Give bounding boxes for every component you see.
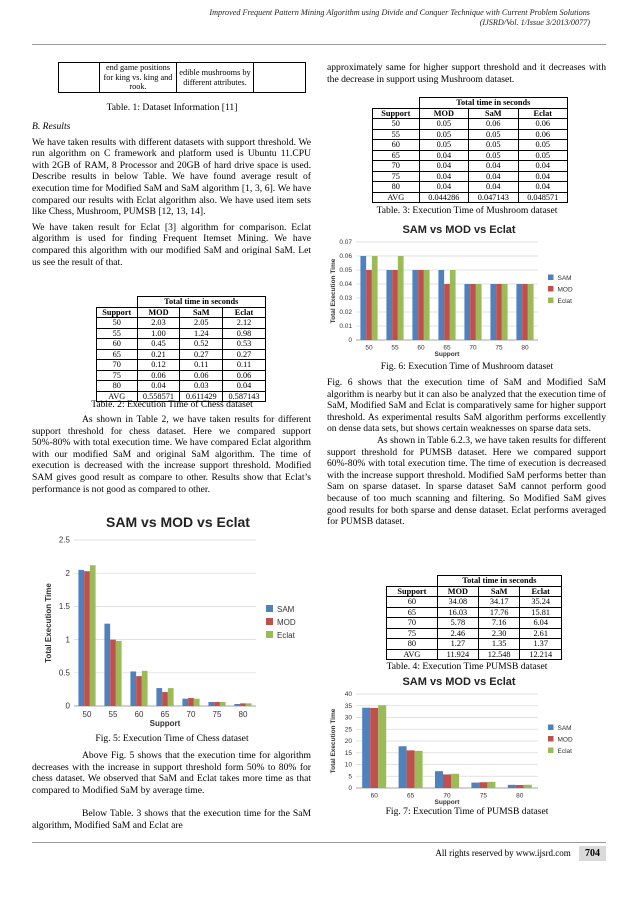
y-tick-label: 0.07	[339, 239, 352, 247]
table-cell: 75	[97, 370, 138, 381]
column-header: Support	[97, 307, 138, 318]
table-cell: 0.05	[419, 129, 468, 140]
table-cell: 12.548	[478, 649, 520, 660]
table-row	[373, 171, 568, 182]
table-cell: 0.06	[180, 370, 223, 381]
fig6-chart	[328, 220, 590, 358]
bar-sam	[516, 284, 522, 340]
table-cell: 35.24	[520, 597, 562, 608]
y-tick-label: 40	[344, 691, 352, 699]
legend-label: Eclat	[277, 631, 295, 640]
bar-eclat	[90, 565, 96, 706]
fig6-caption: Fig. 6: Execution Time of Mushroom dataset	[380, 361, 554, 372]
y-tick-label: 20	[344, 738, 352, 746]
table-cell: 0.05	[518, 150, 567, 161]
x-axis-title: Support	[434, 799, 460, 806]
table-cell: 5.78	[437, 618, 478, 629]
table-row	[373, 150, 568, 161]
column-header: SaM	[478, 586, 520, 597]
column-header: Eclat	[520, 586, 562, 597]
table-cell: 1.27	[437, 639, 478, 650]
table-row	[373, 182, 568, 193]
x-tick-label: 60	[134, 710, 144, 719]
legend-swatch	[548, 275, 554, 281]
bar-sam	[435, 771, 443, 788]
table-cell: 0.06	[223, 370, 266, 381]
table-cell: 1.24	[180, 328, 223, 339]
y-tick-label: 25	[344, 726, 352, 734]
x-tick-label: 50	[82, 710, 92, 719]
bar-mod	[407, 750, 415, 788]
header-title: Improved Frequent Pattern Mining Algorithm using Divide and Conquer Technique with Current Problem Solutions	[209, 8, 590, 17]
bar-eclat	[398, 256, 404, 340]
x-tick-label: 80	[238, 710, 248, 719]
table-cell: 50	[373, 119, 420, 130]
bar-mod	[370, 708, 378, 788]
legend-swatch	[266, 631, 273, 638]
table-cell: 55	[97, 328, 138, 339]
bar-eclat	[142, 671, 148, 706]
paragraph: As shown in Table 6.2.3, we have taken results for different support threshold for PUMSB dataset. Here we compared support 60%-80% with total execution time. The time of execution is decreased with the increase support threshold. Modified SaM performs better than Sam on sparse dataset. In sparse dataset SaM cannot perform good because of too much scanning and filtering. So Modified SaM gives good results for both sparse and dense dataset. Eclat performs averaged for PUMSB dataset.	[327, 434, 606, 528]
table-cell: 60	[373, 140, 420, 151]
right-text-block-1	[327, 62, 606, 85]
table-row	[373, 119, 568, 130]
table-cell: 0.06	[469, 119, 518, 130]
table-cell: 0.04	[419, 161, 468, 172]
fig7-chart	[328, 672, 590, 806]
table-cell: 34.08	[437, 597, 478, 608]
table-row	[373, 140, 568, 151]
bar-eclat	[487, 782, 495, 788]
table-cell: 1.37	[520, 639, 562, 650]
table-cell: 0.04	[469, 171, 518, 182]
chart-title: SAM vs MOD vs Eclat	[106, 514, 250, 530]
table3-mushroom	[372, 97, 568, 203]
bar-eclat	[450, 270, 456, 340]
legend-swatch	[548, 298, 554, 304]
table-cell: 0.04	[137, 381, 180, 392]
left-text-block-3	[32, 750, 311, 832]
chart-title: SAM vs MOD vs Eclat	[402, 676, 516, 688]
column-header: MOD	[137, 307, 180, 318]
y-tick-label: 15	[344, 749, 352, 757]
bar-sam	[234, 704, 240, 706]
table-cell: AVG	[373, 192, 420, 203]
y-tick-label: 1	[65, 635, 70, 645]
table-cell: 0.05	[419, 119, 468, 130]
x-tick-label: 65	[443, 344, 451, 352]
table-cell: AVG	[97, 391, 138, 402]
x-tick-label: 65	[406, 792, 415, 800]
table-cell: 12.214	[520, 649, 562, 660]
table-cell: 55	[373, 129, 420, 140]
bar-mod	[522, 284, 528, 340]
table1-caption: Table. 1: Dataset Information [11]	[106, 102, 238, 113]
table-row	[97, 381, 266, 392]
y-tick-label: 2	[65, 568, 70, 578]
table-span-header: Total time in seconds	[419, 98, 567, 109]
y-tick-label: 0.05	[339, 267, 352, 275]
bar-mod	[479, 782, 487, 788]
y-tick-label: 0.04	[339, 281, 352, 289]
table-cell: 0.05	[469, 150, 518, 161]
y-axis-title: Total Execution Time	[330, 258, 337, 324]
table-cell: 0.048571	[518, 192, 567, 203]
legend-label: MOD	[557, 736, 573, 744]
legend-swatch	[548, 736, 554, 742]
table4-caption: Table. 4: Execution Time PUMSB dataset	[386, 661, 548, 672]
x-tick-label: 75	[495, 344, 503, 352]
bar-mod	[392, 270, 398, 340]
x-axis-title: Support	[434, 351, 460, 358]
table-cell: 0.98	[223, 328, 266, 339]
table-cell: 0.12	[137, 360, 180, 371]
table-cell: 2.61	[520, 628, 562, 639]
table-cell: 0.04	[419, 171, 468, 182]
table4-pumsb	[386, 575, 562, 660]
bar-sam	[104, 624, 110, 706]
table-cell: 2.46	[437, 628, 478, 639]
bar-eclat	[524, 785, 532, 788]
legend-label: Eclat	[557, 298, 572, 305]
table-cell: 0.044286	[419, 192, 468, 203]
column-header: Support	[373, 108, 420, 119]
bar-eclat	[424, 270, 430, 340]
section-heading: B. Results	[32, 121, 71, 132]
y-tick-label: 0.02	[339, 309, 352, 317]
table-row	[387, 639, 562, 650]
table-cell: 0.27	[180, 349, 223, 360]
table-row	[387, 597, 562, 608]
paragraph: approximately same for higher support threshold and it decreases with the decrease in support using Mushroom dataset.	[327, 62, 606, 85]
bar-mod	[470, 284, 476, 340]
table-cell: 2.05	[180, 318, 223, 329]
bar-mod	[188, 698, 194, 706]
table-header-row	[97, 307, 266, 318]
bar-sam	[156, 688, 162, 706]
bar-eclat	[116, 641, 122, 706]
bar-sam	[362, 708, 370, 788]
legend-label: MOD	[557, 286, 573, 294]
paragraph: As shown in Table 2, we have taken results for different support threshold for chess dataset. Here we compared support 50%-80% with total execution time. We have compared Eclat algorithm with our modified SaM and original SaM algorithm. The time of execution is decreased with the increase support threshold. Modified SAM gives good result as compare to other. Results show that Eclat’s performance is not good as compared to other.	[32, 414, 311, 495]
table-row	[373, 192, 568, 203]
legend-swatch	[548, 748, 554, 754]
bar-mod	[443, 774, 451, 788]
y-tick-label: 2.5	[58, 535, 70, 545]
table-cell: 0.04	[469, 161, 518, 172]
bar-eclat	[168, 688, 174, 706]
x-tick-label: 55	[391, 344, 399, 352]
y-tick-label: 0	[65, 701, 70, 711]
x-tick-label: 70	[443, 792, 451, 800]
legend-swatch	[548, 286, 554, 292]
table-cell: 2.03	[137, 318, 180, 329]
x-tick-label: 75	[212, 710, 222, 719]
y-axis-title: Total Execution Time	[44, 583, 53, 663]
y-axis-title: Total Execution Time	[330, 708, 337, 774]
bar-sam	[130, 671, 136, 706]
column-header: Eclat	[518, 108, 567, 119]
y-tick-label: 0	[348, 785, 352, 793]
paragraph: Above Fig. 5 shows that the execution time for algorithm decreases with the increase in support threshold form 50% to 80% for chess dataset. We observed that SaM and Eclat takes more time as that compared to Modified SaM by average time.	[32, 750, 311, 796]
table-cell: 34.17	[478, 597, 520, 608]
table-cell: 0.04	[469, 182, 518, 193]
paragraph: We have taken results with different datasets with support threshold. We run algorithm on C framework and platform used is Ubuntu 11.CPU with 2GB of RAM, 8 Processor and 20GB of hard drive space is used. Describe results in below Table. We have found average result of execution time for Modified SaM and SaM algorithm [1, 3, 6]. We have compared our results with Eclat algorithm also. We have used item sets like Chess, Mushroom, PUMSB [12, 13, 14].	[32, 136, 311, 218]
x-axis-title: Support	[149, 719, 181, 728]
table-cell: 0.047143	[469, 192, 518, 203]
table-cell: 75	[387, 628, 438, 639]
table1-cell-chess: end game positions for king vs. king and rook.	[100, 63, 177, 93]
table-cell: 17.76	[478, 607, 520, 618]
y-tick-label: 1.5	[58, 602, 70, 612]
table1-cell-mushroom: edible mushrooms by different attributes.	[177, 63, 254, 93]
table1-fragment	[58, 62, 306, 93]
bar-mod	[496, 284, 502, 340]
table-cell: 0.587143	[223, 391, 266, 402]
header-issue: (IJSRD/Vol. 1/Issue 3/2013/0077)	[479, 18, 590, 27]
bar-mod	[516, 785, 524, 788]
table-cell: 65	[387, 607, 438, 618]
table-cell: 6.04	[520, 618, 562, 629]
table-cell: 70	[373, 161, 420, 172]
column-header: Eclat	[223, 307, 266, 318]
table-row	[97, 370, 266, 381]
x-tick-label: 70	[469, 344, 477, 352]
legend-label: SAM	[557, 275, 572, 282]
table3-caption: Table. 3: Execution Time of Mushroom dataset	[376, 205, 558, 216]
table-cell: 0.05	[469, 140, 518, 151]
bar-eclat	[378, 705, 386, 788]
x-tick-label: 60	[417, 344, 425, 352]
bar-sam	[471, 783, 479, 788]
x-tick-label: 50	[365, 344, 373, 352]
header-rule	[32, 44, 606, 45]
bar-mod	[366, 270, 372, 340]
bar-mod	[110, 640, 116, 706]
table-row	[387, 607, 562, 618]
table-cell: 0.05	[518, 140, 567, 151]
y-tick-label: 10	[344, 761, 352, 769]
table-cell: 0.06	[518, 119, 567, 130]
fig5-chart	[42, 510, 314, 728]
column-header: MOD	[419, 108, 468, 119]
y-tick-label: 0.5	[58, 668, 70, 678]
table-cell: 0.04	[419, 150, 468, 161]
x-tick-label: 80	[521, 344, 529, 352]
bar-mod	[444, 284, 450, 340]
table-body	[97, 318, 266, 402]
legend-swatch	[266, 605, 273, 612]
table-cell: 0.04	[518, 161, 567, 172]
table-cell: 0.21	[137, 349, 180, 360]
table-cell: 11.924	[437, 649, 478, 660]
table-cell: 16.03	[437, 607, 478, 618]
table-cell: 2.12	[223, 318, 266, 329]
table-cell: 0.05	[419, 140, 468, 151]
x-tick-label: 70	[186, 710, 196, 719]
column-header: SaM	[180, 307, 223, 318]
table-cell: 60	[387, 597, 438, 608]
column-header: Support	[387, 586, 438, 597]
table-row	[97, 339, 266, 350]
table-cell: 0.11	[180, 360, 223, 371]
table-cell: 0.558571	[137, 391, 180, 402]
legend-label: SAM	[277, 605, 295, 614]
bar-mod	[84, 571, 90, 706]
table-cell: 0.04	[518, 171, 567, 182]
bar-sam	[208, 702, 214, 706]
table-cell: 75	[373, 171, 420, 182]
table-cell: 0.06	[137, 370, 180, 381]
column-header: SaM	[469, 108, 518, 119]
x-tick-label: 75	[479, 792, 488, 800]
table-row	[373, 161, 568, 172]
bar-eclat	[194, 699, 200, 706]
table-span-header: Total time in seconds	[437, 576, 561, 587]
table-cell: 2.30	[478, 628, 520, 639]
table-row	[97, 318, 266, 329]
table-body	[373, 119, 568, 203]
x-tick-label: 65	[160, 710, 170, 719]
page-number: 704	[579, 846, 606, 861]
table-header-row	[373, 108, 568, 119]
table-span-header: Total time in seconds	[137, 297, 266, 308]
bar-sam	[399, 746, 407, 788]
bar-mod	[136, 676, 142, 706]
table-cell: 65	[373, 150, 420, 161]
bar-sam	[78, 570, 84, 706]
bar-mod	[214, 702, 220, 706]
table-cell: 80	[373, 182, 420, 193]
table2-caption: Table. 2: Execution Time of Chess dataset	[91, 399, 253, 410]
table-row	[97, 328, 266, 339]
table-row	[373, 129, 568, 140]
legend-label: Eclat	[557, 748, 572, 755]
legend-label: MOD	[277, 618, 296, 627]
table-cell: 70	[387, 618, 438, 629]
table-row	[97, 360, 266, 371]
table-cell: 65	[97, 349, 138, 360]
table-cell: 0.06	[518, 129, 567, 140]
bar-sam	[412, 270, 418, 340]
running-header	[140, 8, 590, 28]
table-cell: 7.16	[478, 618, 520, 629]
right-text-block-2	[327, 377, 606, 528]
table-header-row	[387, 586, 562, 597]
table-cell: 0.04	[223, 381, 266, 392]
table2-chess	[96, 296, 266, 402]
y-tick-label: 0	[348, 337, 352, 345]
bar-mod	[418, 270, 424, 340]
chart-title: SAM vs MOD vs Eclat	[402, 224, 516, 236]
table-cell: 1.00	[137, 328, 180, 339]
bar-eclat	[415, 751, 423, 788]
y-tick-label: 0.03	[339, 295, 352, 303]
bar-mod	[162, 692, 168, 706]
table-cell: 0.04	[419, 182, 468, 193]
bar-eclat	[451, 774, 459, 788]
legend-label: SAM	[557, 725, 572, 732]
table-cell: 0.611429	[180, 391, 223, 402]
table-row	[387, 628, 562, 639]
table-cell: 15.81	[520, 607, 562, 618]
bar-eclat	[528, 284, 534, 340]
table-cell: AVG	[387, 649, 438, 660]
x-tick-label: 55	[108, 710, 118, 719]
y-tick-label: 0.01	[339, 323, 352, 331]
table-body	[387, 597, 562, 660]
footer	[380, 848, 606, 859]
fig5-caption: Fig. 5: Execution Time of Chess dataset	[95, 733, 249, 744]
legend-swatch	[266, 618, 273, 625]
bar-eclat	[372, 256, 378, 340]
bar-eclat	[246, 703, 252, 706]
bar-sam	[508, 785, 516, 788]
column-header: MOD	[437, 586, 478, 597]
table-cell: 50	[97, 318, 138, 329]
paragraph: Fig. 6 shows that the execution time of SaM and Modified SaM algorithm is nearby but it can also be analyzed that the execution time of SaM, Modified SaM and Eclat is comparatively same for higher support threshold. As experimental results SaM algorithm performs excellently on dense data sets, but shows certain weaknesses on sparse data sets.	[327, 377, 606, 435]
footer-rule	[32, 842, 606, 843]
table-cell: 0.05	[469, 129, 518, 140]
table-cell: 80	[97, 381, 138, 392]
table-cell: 0.52	[180, 339, 223, 350]
bar-sam	[360, 256, 366, 340]
table-cell: 0.03	[180, 381, 223, 392]
bar-sam	[386, 270, 392, 340]
fig7-caption: Fig. 7: Execution Time of PUMSB dataset	[385, 806, 549, 817]
left-text-block-1	[32, 121, 311, 268]
bar-sam	[438, 270, 444, 340]
bar-eclat	[502, 284, 508, 340]
y-tick-label: 5	[348, 773, 352, 781]
table-cell: 70	[97, 360, 138, 371]
bar-eclat	[476, 284, 482, 340]
table-cell: 80	[387, 639, 438, 650]
table-row	[387, 618, 562, 629]
table-cell: 0.04	[518, 182, 567, 193]
footer-copyright: All rights reserved by www.ijsrd.com	[435, 848, 571, 858]
table-cell: 0.11	[223, 360, 266, 371]
left-text-block-2	[32, 414, 311, 495]
y-tick-label: 0.06	[339, 253, 352, 261]
table-row	[387, 649, 562, 660]
paragraph: Below Table. 3 shows that the execution time for the SaM algorithm, Modified SaM and Eclat are	[32, 808, 311, 831]
bar-mod	[240, 703, 246, 706]
x-tick-label: 80	[516, 792, 524, 800]
table-cell: 0.53	[223, 339, 266, 350]
table-cell: 0.27	[223, 349, 266, 360]
bar-sam	[490, 284, 496, 340]
y-tick-label: 35	[344, 702, 352, 710]
bar-eclat	[220, 702, 226, 706]
y-tick-label: 30	[344, 714, 352, 722]
x-tick-label: 60	[370, 792, 378, 800]
paragraph: We have taken result for Eclat [3] algorithm for comparison. Eclat algorithm is used for finding Frequent Itemset Mining. We have compared this algorithm with our modified SaM and original SaM. Let us see the result of that.	[32, 221, 311, 268]
table-cell: 1.35	[478, 639, 520, 650]
table-cell: 60	[97, 339, 138, 350]
table-cell: 0.45	[137, 339, 180, 350]
table-row	[97, 349, 266, 360]
bar-sam	[464, 284, 470, 340]
bar-sam	[182, 699, 188, 706]
legend-swatch	[548, 725, 554, 731]
